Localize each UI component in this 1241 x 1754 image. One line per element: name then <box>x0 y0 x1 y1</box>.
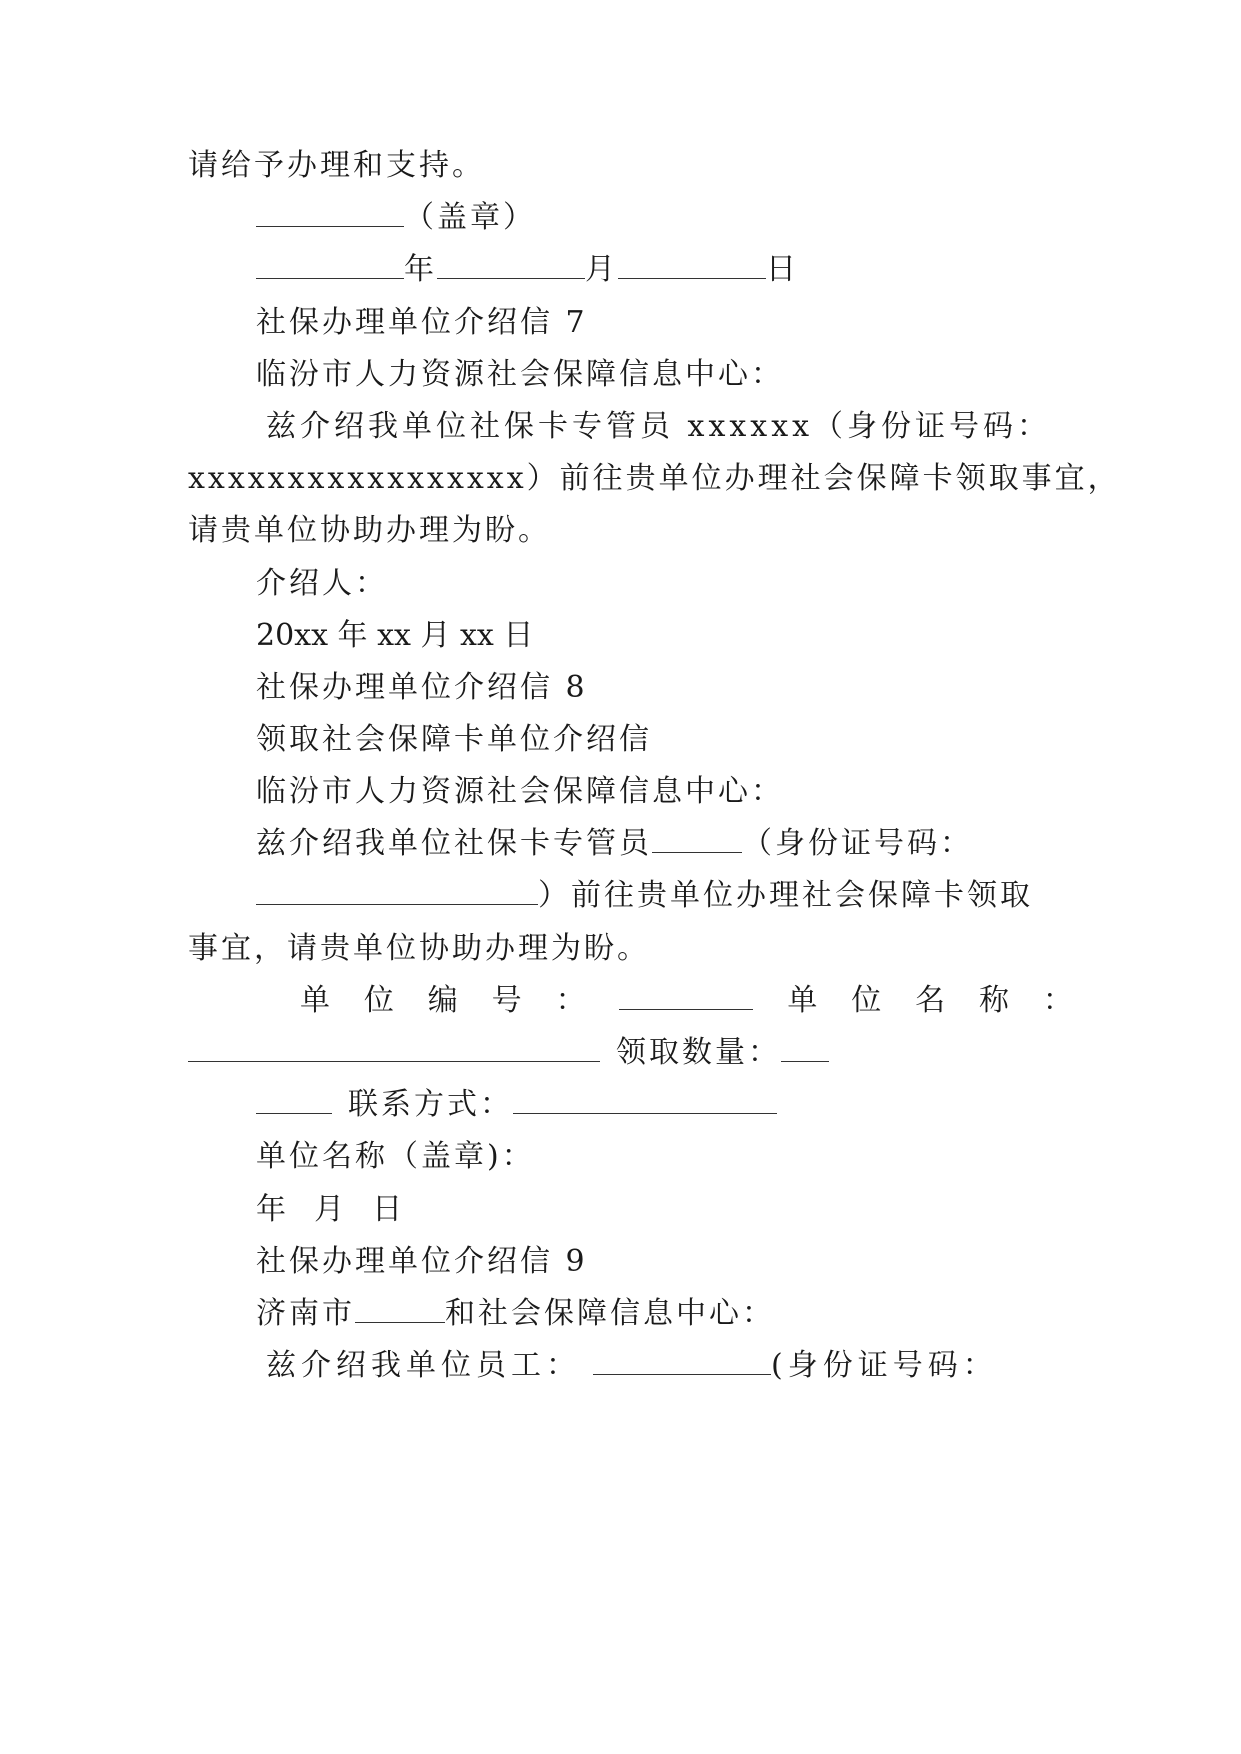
text-segment: ）前往贵单位办理社会保障卡领取 <box>538 878 1033 913</box>
contact-label: 联系方式： <box>348 1087 513 1122</box>
unit-name-char: ： <box>1042 983 1073 1018</box>
unit-no-char: ： <box>555 983 586 1018</box>
blank-underline <box>652 822 742 853</box>
text-line <box>266 1344 1061 1388</box>
text-line: 兹介绍我单位社保卡专管员 xxxxxx（身份证号码： <box>266 409 1052 444</box>
blank-underline <box>619 979 753 1010</box>
date-text: 20xx 年 xx 月 xx 日 <box>256 618 534 653</box>
seal-line <box>256 196 1061 240</box>
unit-name-char: 称 <box>979 983 1010 1018</box>
introducer-label: 介绍人： <box>256 566 388 601</box>
blank-underline <box>188 1031 600 1062</box>
addressee: 临汾市人力资源社会保障信息中心： <box>256 774 784 809</box>
text-segment: (身份证号码： <box>771 1348 998 1383</box>
section-title: 社保办理单位介绍信 7 <box>256 305 588 340</box>
text-line: 请给予办理和支持。 <box>188 148 485 183</box>
blank-underline <box>781 1031 829 1062</box>
text-line <box>256 822 1061 866</box>
blank-underline <box>355 1292 445 1323</box>
blank-underline <box>618 248 766 279</box>
day-label: 日 <box>766 252 799 287</box>
text-line <box>256 874 1061 918</box>
seal-label: （盖章） <box>404 200 536 235</box>
unit-no-char: 单 <box>300 983 330 1018</box>
text-segment: 兹介绍我单位员工： <box>266 1348 581 1383</box>
text-line: 请贵单位协助办理为盼。 <box>188 513 551 548</box>
section-title: 社保办理单位介绍信 8 <box>256 670 588 705</box>
year-label: 年 <box>404 252 437 287</box>
contact-line <box>256 1083 1061 1127</box>
blank-underline <box>256 1083 332 1114</box>
date-line <box>256 248 1061 292</box>
text-segment: 和社会保障信息中心： <box>445 1296 775 1331</box>
blank-underline <box>256 196 404 227</box>
text-segment: （身份证号码： <box>742 826 973 861</box>
date-line: 年 月 日 <box>256 1192 406 1227</box>
month-label: 月 <box>585 252 618 287</box>
unit-no-char: 编 <box>427 983 458 1018</box>
unit-info-line <box>300 979 1073 1023</box>
addressee <box>256 1292 1061 1336</box>
text-line: xxxxxxxxxxxxxxxxx）前往贵单位办理社会保障卡领取事宜， <box>188 461 1121 496</box>
unit-no-char: 号 <box>491 983 522 1018</box>
text-segment: 济南市 <box>256 1296 355 1331</box>
quantity-line <box>188 1031 1061 1075</box>
text-segment: 兹介绍我单位社保卡专管员 <box>256 826 652 861</box>
blank-underline <box>593 1344 771 1375</box>
unit-no-char: 位 <box>363 983 394 1018</box>
unit-name-char: 位 <box>851 983 882 1018</box>
quantity-label: 领取数量： <box>616 1035 781 1070</box>
unit-info-justified <box>300 979 1073 1023</box>
addressee: 临汾市人力资源社会保障信息中心： <box>256 357 784 392</box>
blank-underline <box>256 248 404 279</box>
text-line: 事宜，请贵单位协助办理为盼。 <box>188 931 650 966</box>
unit-name-char: 名 <box>915 983 946 1018</box>
blank-underline <box>256 874 538 905</box>
blank-underline <box>513 1083 777 1114</box>
section-title: 社保办理单位介绍信 9 <box>256 1244 588 1279</box>
unit-seal-line: 单位名称（盖章)： <box>256 1139 535 1174</box>
blank-underline <box>437 248 585 279</box>
unit-name-char: 单 <box>787 983 818 1018</box>
letter-title: 领取社会保障卡单位介绍信 <box>256 722 652 757</box>
